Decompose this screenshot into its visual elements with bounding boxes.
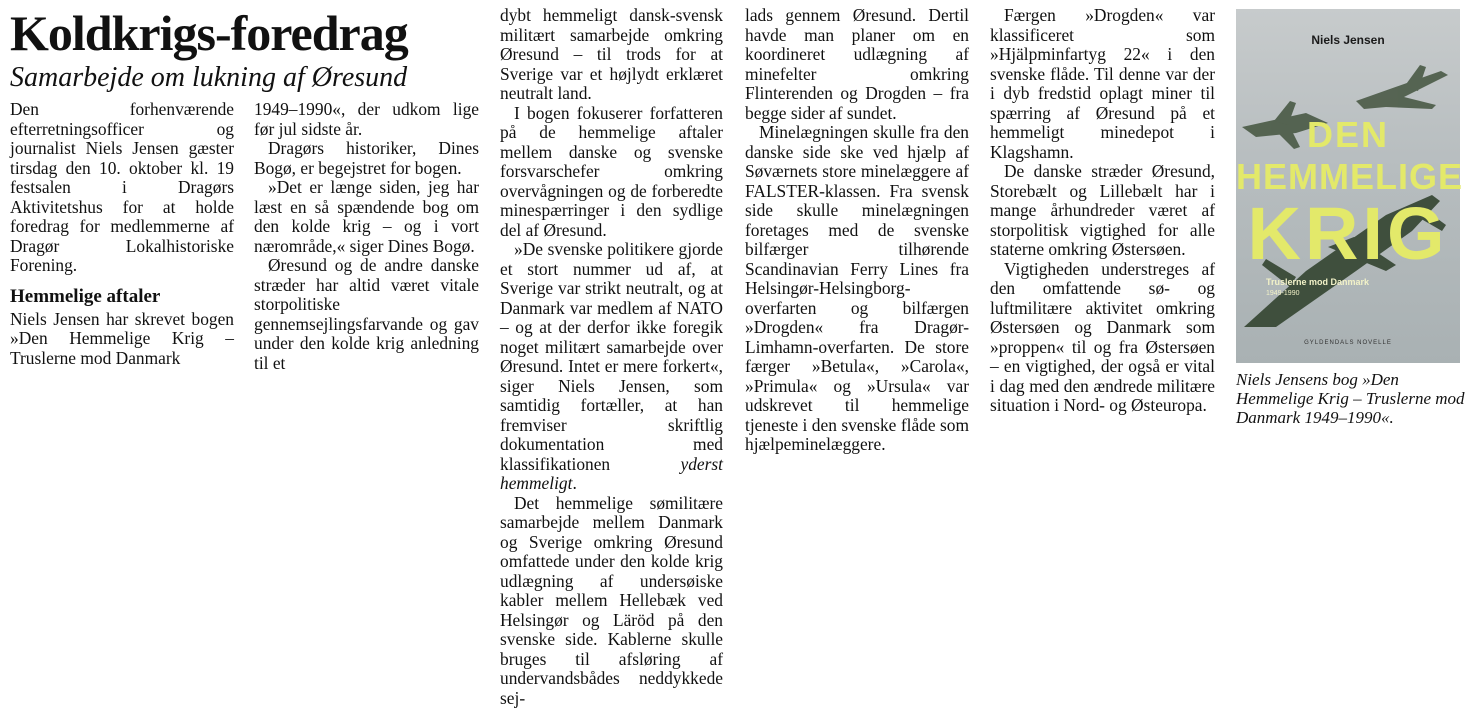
paragraph: dybt hemmeligt dansk-svensk militært samarbejde omkring Øresund – til trods for at Sverige var et højlydt erklæret neutralt land. [500, 6, 723, 104]
headline: Koldkrigs-foredrag [10, 4, 408, 62]
paragraph [500, 240, 723, 494]
subheadline: Samarbejde om lukning af Øresund [10, 62, 407, 94]
text-column-5 [990, 6, 1215, 416]
paragraph: Niels Jensen har skrevet bogen »Den Hemmelige Krig – Truslerne mod Danmark [10, 310, 234, 369]
text-column-4 [745, 6, 969, 455]
paragraph: 1949–1990«, der udkom lige før jul sidste år. [254, 100, 479, 139]
book-cover-image [1236, 9, 1460, 363]
book-title-line-3: KRIG [1236, 197, 1460, 271]
paragraph: Øresund og de andre danske stræder har altid været vitale storpolitiske gennemsejlingsfarvande og gav under den kolde krig anledning til et [254, 256, 479, 373]
paragraph: Den forhenværende efterretningsofficer og journalist Niels Jensen gæster tirsdag den 10. oktober kl. 19 festsalen i Dragørs Aktivitetshus for at holde foredrag for medlemmerne af Dragør Lokalhistoriske Forening. [10, 100, 234, 276]
paragraph: De danske stræder Øresund, Storebælt og Lillebælt har i mange århundreder været af storpolitisk vigtighed for alle staterne omkring Østersøen. [990, 162, 1215, 260]
paragraph: lads gennem Øresund. Dertil havde man planer om en koordineret udlægning af minefelter omkring Flinterenden og Drogden – fra begge sider af sundet. [745, 6, 969, 123]
paragraph: I bogen fokuserer forfatteren på de hemmelige aftaler mellem danske og svenske forsvarschefer omkring overvågningen og de forberedte minespærringer i den sydlige del af Øresund. [500, 104, 723, 241]
book-author: Niels Jensen [1236, 33, 1460, 47]
book-years: 1949-1990 [1266, 290, 1299, 297]
text-column-1 [10, 100, 234, 368]
period: . [572, 473, 576, 493]
text-column-2 [254, 100, 479, 373]
classification-text: yderst hemmeligt [500, 454, 723, 494]
paragraph: Minelægningen skulle fra den danske side ske ved hjælp af Søværnets store minelæggere af FALSTER-klassen. Fra svensk side skulle minelægningen foretages med de svenske bilfærger tilhørende Scandinavian Ferry Lines fra Helsingør-Helsingborg-overfarten og bilfærgen »Drogden« fra Dragør-Limhamn-overfarten. De store færger »Betula«, »Carola«, »Primula« og »Ursula« var udskrevet til hemmelige tjeneste i den svenske flåde som hjælpeminelæggere. [745, 123, 969, 455]
section-heading: Hemmelige aftaler [10, 286, 234, 308]
paragraph: Færgen »Drogden« var klassificeret som »Hjälpminfartyg 22« i den svenske flåde. Til denne var der i dyb fredstid oplagt miner til spærring af Øresund på et hemmeligt minedepot i Klagshamn. [990, 6, 1215, 162]
paragraph: Dragørs historiker, Dines Bogø, er begejstret for bogen. [254, 139, 479, 178]
book-title-line-2: HEMMELIGE [1236, 159, 1460, 195]
quote-text: »De svenske politikere gjorde et stort nummer ud af, at Sverige var strikt neutralt, og at Danmark var medlem af NATO – og at der derfor ikke foregik noget militært samarbejde over Øresund. Intet er mere forkert«, siger Niels Jensen, som samtidig fortæller, at han fremviser skriftlig dokumentation med klassifikationen [500, 239, 723, 474]
paragraph: »Det er længe siden, jeg har læst en så spændende bog om den kolde krig – og i vort nærområde,« siger Dines Bogø. [254, 178, 479, 256]
book-title-line-1: DEN [1236, 117, 1460, 153]
book-subtitle: Truslerne mod Danmark [1266, 277, 1369, 287]
paragraph: Det hemmelige sømilitære samarbejde mellem Danmark og Sverige omkring Øresund omfattede under den kolde krig udlægning af undersøiske kabler mellem Hellebæk ved Helsingør og Läröd på den svenske side. Kablerne skulle bruges til afsløring af undervandsbådes neddykkede sej- [500, 494, 723, 708]
fighter-jet-upper [1356, 65, 1448, 109]
text-column-3 [500, 6, 723, 660]
paragraph: Vigtigheden understreges af den omfattende sø- og luftmilitære aktivitet omkring Østersøen og Danmark som »proppen« til og fra Østersøen – en vigtighed, der også er vital i dag med den ændrede militære situation i Nord- og Østeuropa. [990, 260, 1215, 416]
book-publisher: GYLDENDALS NOVELLE [1236, 340, 1460, 346]
image-caption: Niels Jensens bog »Den Hemmelige Krig – Truslerne mod Danmark 1949–1990«. [1236, 370, 1466, 427]
